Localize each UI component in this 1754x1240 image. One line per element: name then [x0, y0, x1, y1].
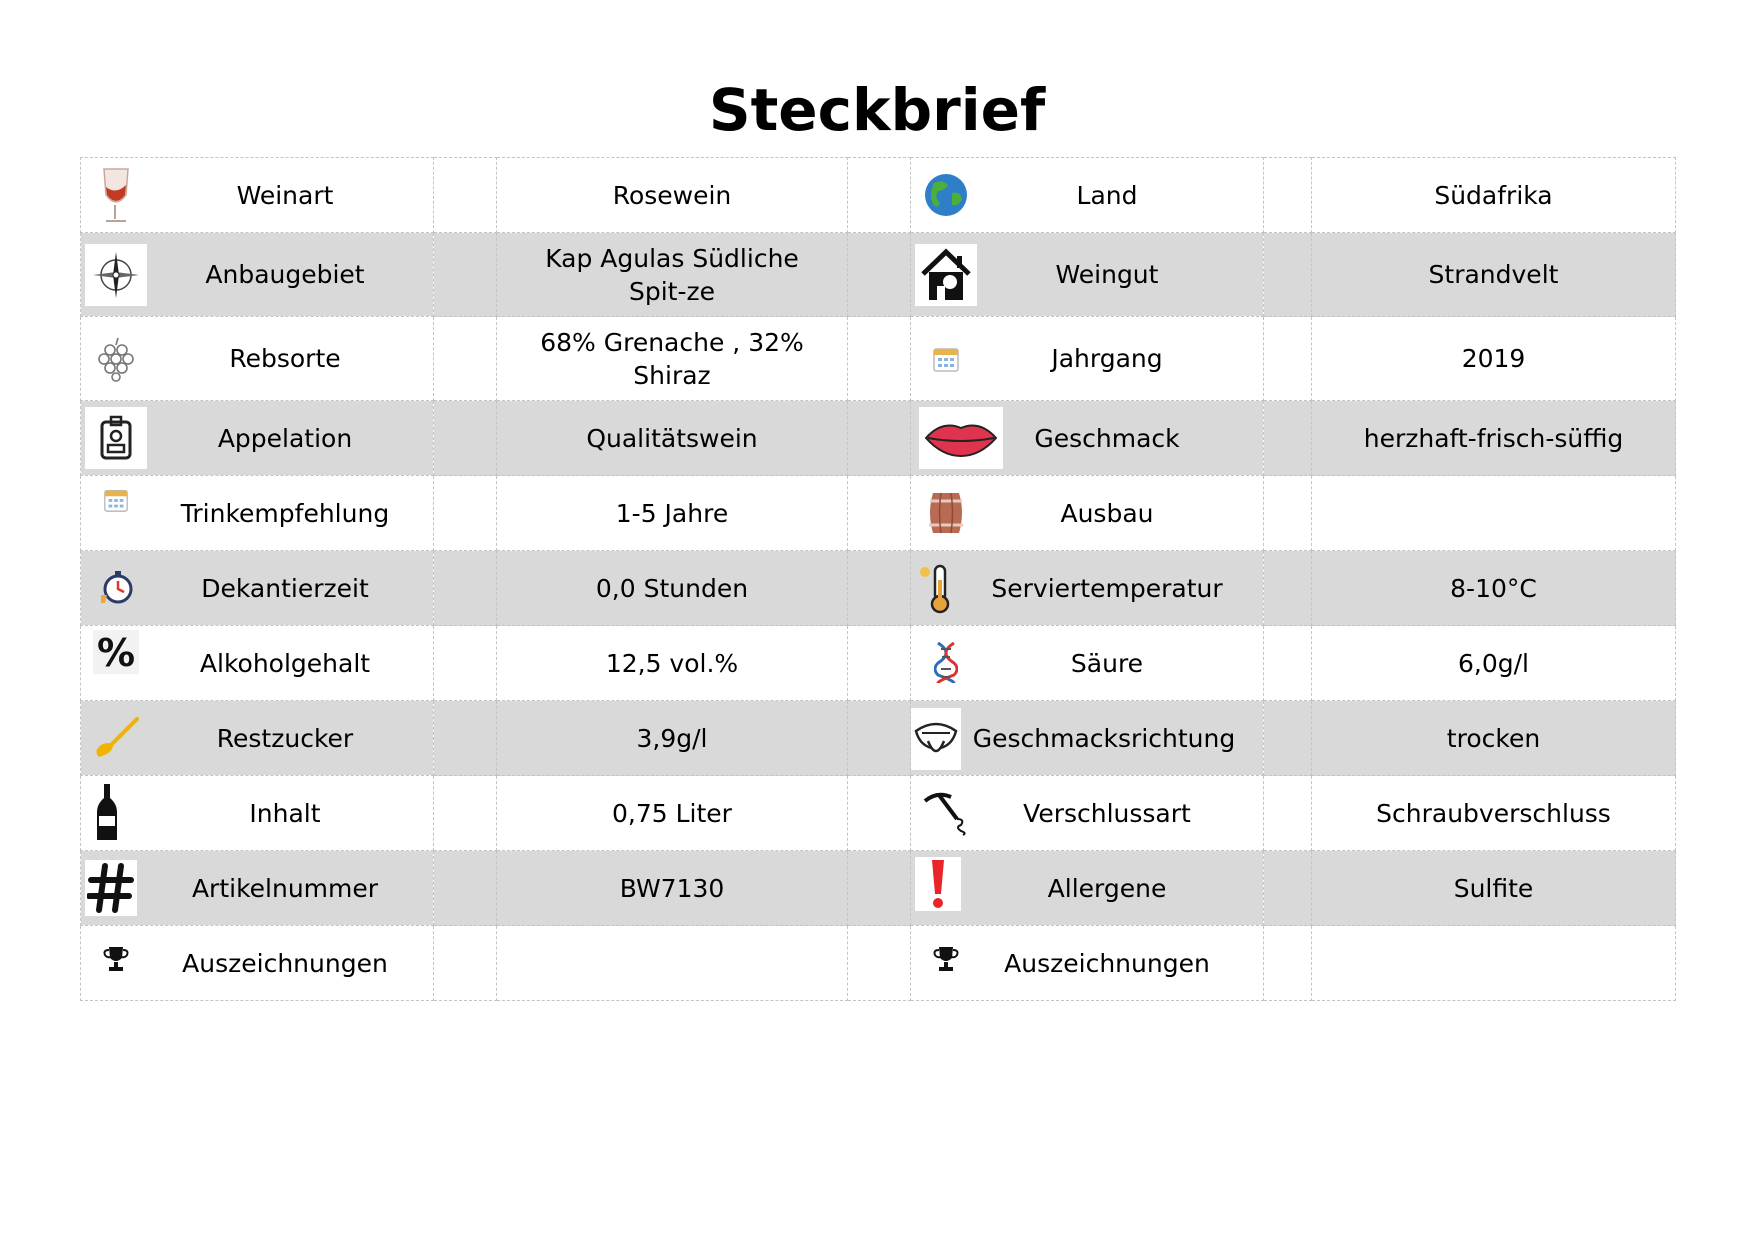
- spacer-cell: [848, 626, 911, 701]
- value-cell: [1312, 701, 1676, 776]
- spacer-cell: [434, 317, 497, 401]
- value-cell: [1312, 401, 1676, 476]
- right-label-cell: [911, 926, 1264, 1001]
- spacer-cell: [434, 476, 497, 551]
- table-row: [81, 401, 1676, 476]
- label-text: Jahrgang: [1051, 344, 1163, 373]
- spacer-cell: [848, 551, 911, 626]
- value-text: herzhaft-frisch-süffig: [1363, 423, 1624, 453]
- left-label-cell: [81, 851, 434, 926]
- label-text: Geschmacksrichtung: [972, 723, 1236, 753]
- value-text: trocken: [1446, 723, 1541, 753]
- value-cell: [497, 851, 848, 926]
- sugar-spoon-icon: [85, 707, 147, 769]
- tongue-mouth-icon: [911, 708, 961, 770]
- value-text: 12,5 vol.%: [605, 648, 739, 678]
- spacer-cell: [1264, 401, 1312, 476]
- spacer-cell: [434, 401, 497, 476]
- left-label-cell: [81, 317, 434, 401]
- table-row: [81, 158, 1676, 233]
- value-cell: [497, 551, 848, 626]
- trophy-icon: [915, 928, 977, 990]
- value-text: Südafrika: [1434, 180, 1553, 210]
- label-text: Verschlussart: [1023, 798, 1191, 828]
- thermometer-icon: [915, 557, 955, 619]
- value-cell: [497, 776, 848, 851]
- value-text: 3,9g/l: [636, 723, 708, 753]
- spacer-cell: [434, 233, 497, 317]
- label-text: Anbaugebiet: [205, 260, 365, 289]
- value-text: 8-10°C: [1450, 573, 1537, 603]
- value-text: Qualitätswein: [586, 423, 758, 453]
- value-text: Kap Agulas Südliche Spit-ze: [545, 243, 799, 306]
- calendar-icon: [915, 328, 977, 390]
- spacer-cell: [1264, 317, 1312, 401]
- value-cell: [1312, 158, 1676, 233]
- label-text: Rebsorte: [229, 344, 341, 373]
- left-label-cell: [81, 926, 434, 1001]
- spacer-cell: [1264, 626, 1312, 701]
- value-cell: [1312, 476, 1676, 551]
- label-text: Land: [1076, 180, 1138, 210]
- label-text: Trinkempfehlung: [180, 498, 390, 528]
- table-row: [81, 317, 1676, 401]
- grapes-icon: [85, 328, 147, 390]
- value-text: Sulfite: [1453, 873, 1534, 903]
- spacer-cell: [848, 776, 911, 851]
- right-label-cell: [911, 401, 1264, 476]
- spacer-cell: [1264, 476, 1312, 551]
- hash-icon: [85, 860, 137, 916]
- spacer-cell: [434, 158, 497, 233]
- value-cell: [1312, 776, 1676, 851]
- percent-icon: [85, 621, 147, 683]
- bottle-icon: [85, 782, 129, 844]
- value-text: 68% Grenache , 32% Shiraz: [540, 327, 804, 390]
- spacer-cell: [434, 851, 497, 926]
- spacer-cell: [1264, 551, 1312, 626]
- spacer-cell: [1264, 926, 1312, 1001]
- right-label-cell: [911, 851, 1264, 926]
- spacer-cell: [848, 476, 911, 551]
- value-cell: [497, 926, 848, 1001]
- globe-icon: [915, 164, 977, 226]
- label-text: Inhalt: [249, 798, 321, 828]
- value-cell: [1312, 851, 1676, 926]
- value-text: Strandvelt: [1428, 260, 1559, 289]
- label-text: Auszeichnungen: [1004, 948, 1210, 978]
- table-row: [81, 551, 1676, 626]
- value-cell: [497, 233, 848, 317]
- timer-icon: [85, 557, 147, 619]
- wine-profile-table: [80, 157, 1676, 1001]
- table-row: [81, 851, 1676, 926]
- spacer-cell: [434, 776, 497, 851]
- label-text: Appelation: [217, 423, 353, 453]
- right-label-cell: [911, 158, 1264, 233]
- spacer-cell: [1264, 158, 1312, 233]
- winery-house-icon: [915, 244, 977, 306]
- value-cell: [497, 317, 848, 401]
- label-text: Alkoholgehalt: [199, 648, 371, 678]
- spacer-cell: [848, 851, 911, 926]
- page-title: Steckbrief: [708, 76, 1046, 144]
- table-row: [81, 233, 1676, 317]
- value-text: 0,0 Stunden: [595, 573, 749, 603]
- spacer-cell: [848, 317, 911, 401]
- left-label-cell: [81, 158, 434, 233]
- value-text: BW7130: [619, 873, 725, 903]
- certificate-badge-icon: [85, 407, 147, 469]
- right-label-cell: [911, 626, 1264, 701]
- value-cell: [1312, 626, 1676, 701]
- right-label-cell: [911, 776, 1264, 851]
- exclamation-icon: [915, 857, 961, 911]
- label-text: Geschmack: [1034, 423, 1180, 453]
- left-label-cell: [81, 776, 434, 851]
- value-text: 2019: [1461, 344, 1526, 373]
- label-text: Säure: [1070, 648, 1144, 678]
- left-label-cell: [81, 233, 434, 317]
- value-cell: [497, 626, 848, 701]
- left-label-cell: [81, 551, 434, 626]
- spacer-cell: [848, 701, 911, 776]
- value-cell: [497, 158, 848, 233]
- trophy-icon: [85, 928, 147, 990]
- label-text: Allergene: [1047, 873, 1167, 903]
- right-label-cell: [911, 317, 1264, 401]
- svg-text:%: %: [96, 631, 136, 674]
- corkscrew-icon: [915, 782, 977, 844]
- spacer-cell: [434, 926, 497, 1001]
- spacer-cell: [848, 401, 911, 476]
- value-text: 1-5 Jahre: [615, 498, 729, 528]
- spacer-cell: [434, 701, 497, 776]
- table-row: [81, 776, 1676, 851]
- lips-icon: [919, 407, 1003, 469]
- label-text: Weinart: [236, 180, 334, 210]
- label-text: Dekantierzeit: [201, 573, 369, 603]
- label-text: Weingut: [1055, 260, 1159, 289]
- calendar-icon: [85, 469, 147, 531]
- spacer-cell: [848, 926, 911, 1001]
- value-cell: [1312, 233, 1676, 317]
- value-cell: [497, 401, 848, 476]
- left-label-cell: [81, 401, 434, 476]
- spacer-cell: [1264, 851, 1312, 926]
- spacer-cell: [434, 551, 497, 626]
- spacer-cell: [848, 233, 911, 317]
- label-text: Auszeichnungen: [182, 948, 388, 978]
- value-cell: [497, 701, 848, 776]
- value-cell: [1312, 317, 1676, 401]
- value-text: 6,0g/l: [1458, 648, 1529, 678]
- right-label-cell: [911, 476, 1264, 551]
- compass-icon: [85, 244, 147, 306]
- table-row: [81, 476, 1676, 551]
- value-text: 0,75 Liter: [612, 798, 732, 828]
- spacer-cell: [434, 626, 497, 701]
- spacer-cell: [1264, 701, 1312, 776]
- label-text: Artikelnummer: [191, 873, 379, 903]
- label-text: Ausbau: [1060, 498, 1154, 528]
- spacer-cell: [848, 158, 911, 233]
- left-label-cell: [81, 476, 434, 551]
- table-row: [81, 701, 1676, 776]
- spacer-cell: [1264, 233, 1312, 317]
- right-label-cell: [911, 701, 1264, 776]
- table-row: [81, 626, 1676, 701]
- table-row: [81, 926, 1676, 1001]
- right-label-cell: [911, 551, 1264, 626]
- left-label-cell: [81, 701, 434, 776]
- dna-icon: [915, 632, 977, 694]
- value-cell: [1312, 551, 1676, 626]
- value-cell: [1312, 926, 1676, 1001]
- value-cell: [497, 476, 848, 551]
- label-text: Serviertemperatur: [991, 573, 1223, 603]
- right-label-cell: [911, 233, 1264, 317]
- spacer-cell: [1264, 776, 1312, 851]
- barrel-icon: [915, 482, 977, 544]
- value-text: Rosewein: [612, 180, 732, 210]
- left-label-cell: [81, 626, 434, 701]
- value-text: Schraubverschluss: [1376, 798, 1611, 828]
- label-text: Restzucker: [216, 723, 354, 753]
- wine-glass-icon: [85, 164, 147, 226]
